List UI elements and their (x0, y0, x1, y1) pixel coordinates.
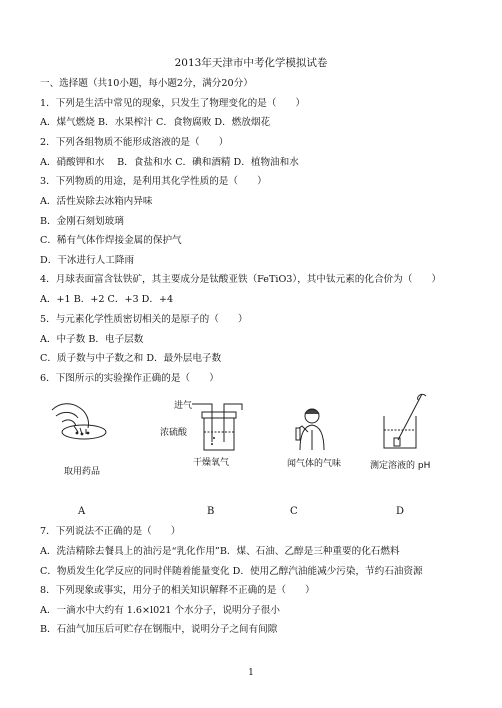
figure-b-gas-washing-bottle (190, 398, 250, 454)
question-3-option-a: A．活性炭除去冰箱内异味 (40, 196, 153, 207)
figure-c-person-smelling (290, 406, 336, 450)
question-2-options: A．硝酸钾和水 B．食盐和水 C．碘和酒精 D．植物油和水 (40, 157, 299, 168)
question-1: 1．下列是生活中常见的现象，只发生了物理变化的是（ ） (40, 98, 306, 109)
question-7-options-cd: C．物质发生化学反应的同时伴随着能量变化 D．使用乙醇汽油能减少污染，节约石油资源 (40, 566, 423, 577)
figure-c-caption: 闻气体的气味 (287, 459, 342, 469)
page-number: 1 (248, 668, 254, 678)
question-4-options: A．+1 B．+2 C．+3 D．+4 (40, 294, 174, 305)
question-5: 5．与元素化学性质密切相关的是原子的（ ） (40, 314, 248, 325)
question-7: 7．下列说法不正确的是（ ） (40, 526, 181, 537)
page-title: 2013年天津市中考化学模拟试卷 (174, 57, 328, 69)
figure-d-caption: 测定溶液的 pH (370, 461, 431, 471)
figure-label-a: A (78, 506, 86, 517)
question-3-option-d: D．干冰进行人工降雨 (40, 255, 135, 266)
question-3: 3．下列物质的用途，是利用其化学性质的是（ ） (40, 176, 267, 187)
figure-a-caption: 取用药品 (64, 467, 101, 477)
question-3-option-c: C．稀有气体作焊接金属的保护气 (40, 235, 182, 246)
figure-label-c: C (290, 506, 298, 517)
question-6: 6．下图所示的实验操作正确的是（ ） (40, 373, 219, 384)
figure-label-d: D (396, 506, 405, 517)
question-5-options-cd: C．质子数与中子数之和 D．最外层电子数 (40, 353, 222, 364)
figure-a-hand-taking-chemical (44, 398, 122, 444)
question-2: 2．下列各组物质不能形成溶液的是（ ） (40, 137, 229, 148)
figure-label-b: B (207, 506, 215, 517)
figure-b-label-sulfuric-acid: 浓硫酸 (160, 428, 188, 438)
question-8-option-b: B．石油气加压后可贮存在钢瓶中，说明分子之间有间隙 (40, 624, 278, 635)
question-8: 8．下列现象或事实，用分子的相关知识解释不正确的是（ ） (40, 585, 315, 596)
question-8-option-a: A．一滴水中大约有 1.6×l021 个水分子，说明分子很小 (40, 605, 280, 616)
question-5-options-ab: A．中子数 B．电子层数 (40, 334, 144, 345)
section-heading: 一、选择题（共10小题，每小题2分，满分20分） (40, 78, 253, 89)
question-7-options-ab: A．洗洁精除去餐具上的油污是“乳化作用”B．煤、石油、乙醇是三种重要的化石燃料 (40, 546, 400, 557)
question-1-options: A．煤气燃烧 B．水果榨汁 C．食物腐败 D．燃放烟花 (40, 117, 271, 128)
question-4: 4．月球表面富含钛铁矿，其主要成分是钛酸亚铁（FeTiO3），其中钛元素的化合价为（ ） (40, 274, 442, 285)
figure-d-ph-test (372, 392, 430, 452)
figure-b-caption: 干燥氧气 (193, 458, 230, 468)
question-3-option-b: B．金刚石刻划玻璃 (40, 216, 124, 227)
figure-b-label-gas-in: 进气 (174, 401, 193, 411)
